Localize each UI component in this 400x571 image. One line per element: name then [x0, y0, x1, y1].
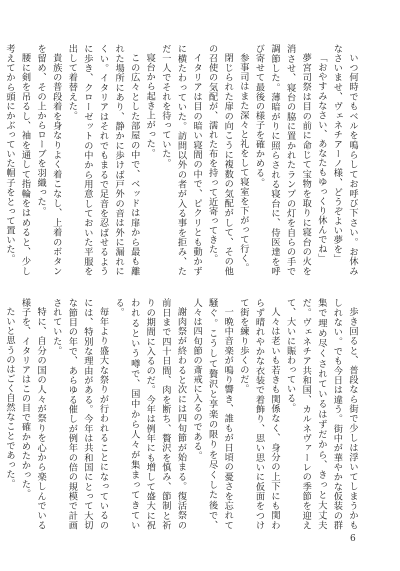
paragraph	[0, 298, 1, 530]
paragraph: 歩き回ると、普段なら街で少しは浮いてしまうかもしれない。でも今日は違う。街中が華やかな仮装の群集で埋め尽くされているはずだから、きっと大丈夫だ。ヴェネチア共和国、カルネヴァーレの季節を迎えて、大いに賑わっている。	[284, 298, 358, 530]
paragraph: 一晩中音楽が鳴り響き、誰もが日頃の憂さを忘れて騒ぐ。こうして贅沢と享楽の限りを尽くした後で、人々は四旬節の斎戒に入るのである。	[191, 298, 234, 530]
page-number: 6	[350, 534, 356, 544]
paragraph: 閉じられた扉の向こうに複数の気配がして、その他の召使の気配が、濡れた布を持って近寄ってきた。	[206, 44, 234, 276]
paragraph: たいと思うのはごく自然なことであった。	[3, 307, 15, 489]
paragraph: 寝台から起き上がった。	[144, 53, 156, 159]
paragraph: 貴族の普段着を身なりよく着こなし、上着のボタンを留め、その上からローブを羽織った。	[35, 44, 62, 276]
paragraph: 腰に剣を吊るし、袖を通して指輪をはめると、少し考えてから頭にかぶっていた帽子をとって置いた。	[3, 44, 31, 276]
paragraph: いつ何時でもベルを鳴らしてお呼び下さい。お休みなさいませ、ヴェネチアーノ様、どうぞよい夢を」	[331, 44, 358, 276]
paragraph: 参事司はまた深々と礼をして寝室を下がって行く。	[237, 53, 249, 273]
paragraph: 謝肉祭が終わると次には四旬節が始まる。復活祭の前日まで四十日間、肉を断ち、贅沢を慎み、節制と祈りの期間に入るのだ。今年は例年にも増して盛大に祝われるという噂で、国中から人々が集まってきている。	[113, 298, 187, 530]
paragraph: 人々は老いも若きも関係なく、身分の上下にも関わらず晴れやかな衣装で着飾り、思い思いに仮面をつけて街を練り歩くのだ。	[237, 298, 281, 530]
paragraph: 「おやすみなさい、あなたもゆっくり休んでね」	[315, 53, 327, 264]
paragraph: 毎年より盛大な祭りが行われることになっているのには、特別な理由がある。今年は共和国にとって大切な節目の年で、あらゆる催しが例年の倍の規模で計画されていた。	[50, 298, 109, 530]
paragraph: イタリアは目の暗い寝間の中で、ピクリとも動かずに横たわっていた。訪問以外の者が入る事を拒み、ただ一人でそれを待っていた。	[159, 44, 203, 276]
paragraph: 特に、自分の国の人々が祭りを心から楽しんでいる様子を、イタリアはこの目で確かめたかった。	[19, 298, 47, 530]
paragraph: 夢宮司祭は目の前に命じて宝物を取りに寝台の火を消させ、寝台の脇に置かれたランプの灯を自らの手で調節した。薄暗がりに照らされる寝台に、侍医達を呼び寄せて最後の様子を確かめる。	[253, 44, 312, 276]
paragraph	[0, 44, 1, 276]
text-block-upper	[3, 44, 360, 276]
text-block-lower	[3, 298, 360, 530]
paragraph: この広々とした部屋の中で、ベッドは扉から最も離れた場所にあり、静かに歩けば戸外の音は外に漏れにくい。イタリアはそれでもまるで足音を忍ばせるように歩き、クローゼットの中から用意しておいた平服を出して着替えた。	[66, 44, 140, 276]
